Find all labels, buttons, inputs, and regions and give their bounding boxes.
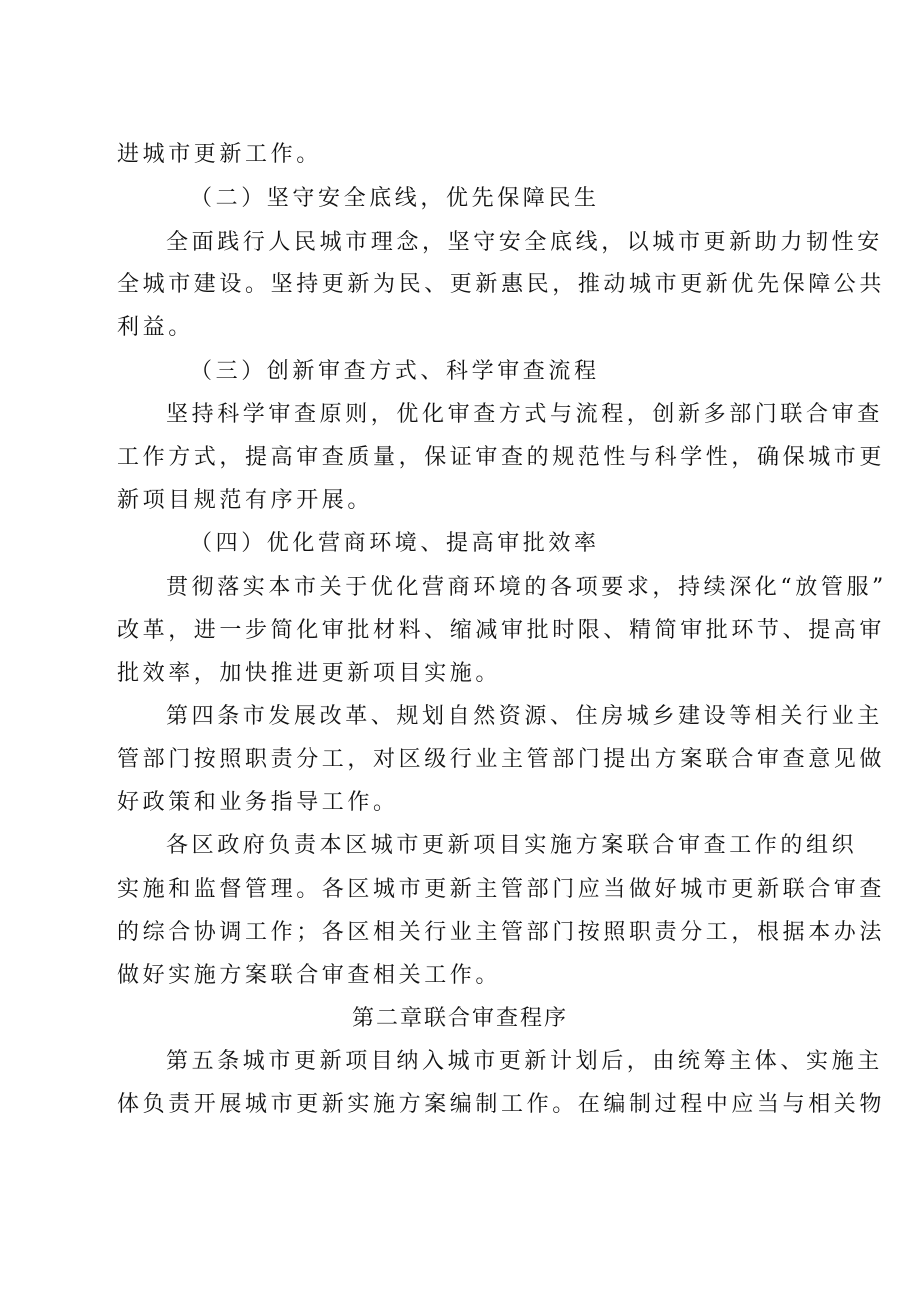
- text-line: 好政策和业务指导工作。: [117, 790, 399, 815]
- text-line: 做好实施方案联合审查相关工作。: [117, 963, 502, 988]
- text-line: 体负责开展城市更新实施方案编制工作。在编制过程中应当与相关物: [117, 1092, 886, 1117]
- text-line: 改革，进一步简化审批材料、缩减审批时限、精简审批环节、提高审: [117, 618, 886, 643]
- text-line: 进城市更新工作。: [117, 142, 322, 167]
- text-line: 实施和监督管理。各区城市更新主管部门应当做好城市更新联合审查: [117, 877, 886, 902]
- article-line: 第四条市发展改革、规划自然资源、住房城乡建设等相关行业主: [166, 704, 883, 729]
- chapter-title: 第二章联合审查程序: [351, 1006, 568, 1031]
- text-line: 的综合协调工作；各区相关行业主管部门按照职责分工，根据本办法: [117, 920, 886, 945]
- text-line: 全城市建设。坚持更新为民、更新惠民，推动城市更新优先保障公共: [117, 272, 886, 297]
- text-line: 批效率，加快推进更新项目实施。: [117, 661, 502, 686]
- text-line: 新项目规范有序开展。: [117, 488, 374, 513]
- section-heading: （四）优化营商环境、提高审批效率: [190, 531, 600, 556]
- section-heading: （二）坚守安全底线，优先保障民生: [190, 186, 600, 211]
- text-line: 坚持科学审查原则，优化审查方式与流程，创新多部门联合审查: [166, 402, 883, 427]
- text-line: 全面践行人民城市理念，坚守安全底线，以城市更新助力韧性安: [166, 230, 883, 255]
- text-line: 各区政府负责本区城市更新项目实施方案联合审查工作的组织: [166, 833, 858, 858]
- article-line: 第五条城市更新项目纳入城市更新计划后，由统筹主体、实施主: [166, 1049, 883, 1074]
- section-heading: （三）创新审查方式、科学审查流程: [190, 359, 600, 384]
- text-line: 管部门按照职责分工，对区级行业主管部门提出方案联合审查意见做: [117, 747, 886, 772]
- text-line: 工作方式，提高审查质量，保证审查的规范性与科学性，确保城市更: [117, 445, 886, 470]
- text-line: 贯彻落实本市关于优化营商环境的各项要求，持续深化“放管服”: [166, 575, 887, 600]
- text-line: 利益。: [117, 315, 194, 340]
